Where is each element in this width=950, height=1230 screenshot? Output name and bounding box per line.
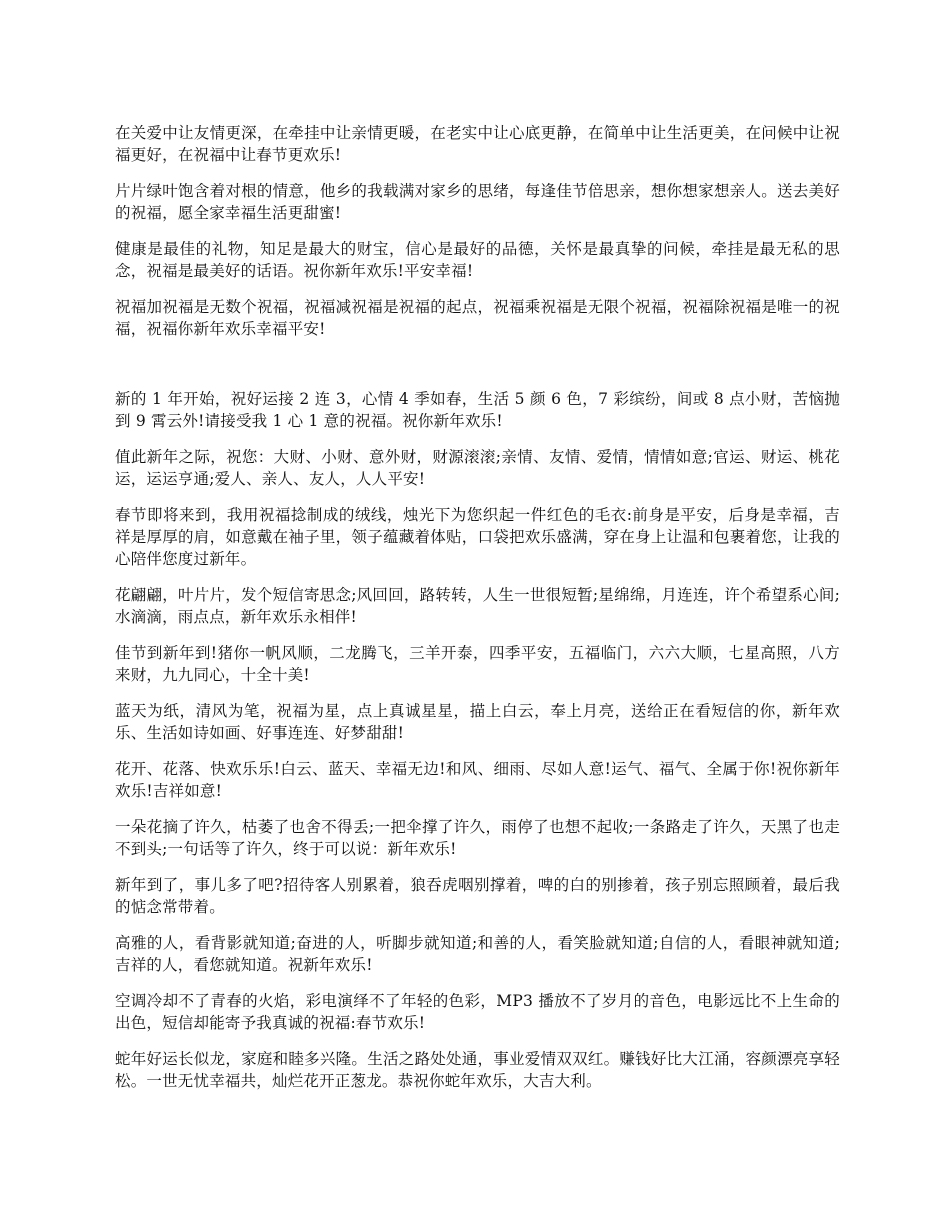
paragraph: 片片绿叶饱含着对根的情意，他乡的我载满对家乡的思绪，每逢佳节倍思亲，想你想家想亲人。送去美好的祝福，愿全家幸福生活更甜蜜!	[115, 182, 840, 222]
document-body	[115, 122, 840, 1106]
paragraph: 佳节到新年到!猪你一帆风顺，二龙腾飞，三羊开泰，四季平安，五福临门，六六大顺，七星高照，八方来财，九九同心，十全十美!	[115, 644, 840, 684]
paragraph: 蓝天为纸，清风为笔，祝福为星，点上真诚星星，描上白云，奉上月亮，送给正在看短信的你，新年欢乐、生活如诗如画、好事连连、好梦甜甜!	[115, 702, 840, 742]
paragraph: 花翩翩，叶片片，发个短信寄思念;风回回，路转转，人生一世很短暂;星绵绵，月连连，许个希望系心间;水滴滴，雨点点，新年欢乐永相伴!	[115, 586, 840, 626]
paragraph: 祝福加祝福是无数个祝福，祝福减祝福是祝福的起点，祝福乘祝福是无限个祝福，祝福除祝福是唯一的祝福，祝福你新年欢乐幸福平安!	[115, 298, 840, 338]
paragraph: 值此新年之际，祝您：大财、小财、意外财，财源滚滚;亲情、友情、爱情，情情如意;官运、财运、桃花运，运运亨通;爱人、亲人、友人，人人平安!	[115, 448, 840, 488]
paragraph: 空调冷却不了青春的火焰，彩电演绎不了年轻的色彩，MP3 播放不了岁月的音色，电影远比不上生命的出色，短信却能寄予我真诚的祝福:春节欢乐!	[115, 992, 840, 1032]
section-spacer	[115, 354, 840, 388]
paragraph: 健康是最佳的礼物，知足是最大的财宝，信心是最好的品德，关怀是最真挚的问候，牵挂是最无私的思念，祝福是最美好的话语。祝你新年欢乐!平安幸福!	[115, 240, 840, 280]
paragraph: 新的 1 年开始，祝好运接 2 连 3，心情 4 季如春，生活 5 颜 6 色，7 彩缤纷，间或 8 点小财，苦恼抛到 9 霄云外!请接受我 1 心 1 意的祝福。祝你新年欢乐!	[115, 390, 840, 430]
paragraph: 一朵花摘了许久，枯萎了也舍不得丢;一把伞撑了许久，雨停了也想不起收;一条路走了许久，天黑了也走不到头;一句话等了许久，终于可以说：新年欢乐!	[115, 818, 840, 858]
paragraph: 蛇年好运长似龙，家庭和睦多兴隆。生活之路处处通，事业爱情双双红。赚钱好比大江涌，容颜漂亮享轻松。一世无忧幸福共，灿烂花开正葱龙。恭祝你蛇年欢乐，大吉大利。	[115, 1050, 840, 1090]
paragraph: 在关爱中让友情更深，在牵挂中让亲情更暖，在老实中让心底更静，在简单中让生活更美，在问候中让祝福更好，在祝福中让春节更欢乐!	[115, 124, 840, 164]
paragraph: 高雅的人，看背影就知道;奋进的人，听脚步就知道;和善的人，看笑脸就知道;自信的人，看眼神就知道;吉祥的人，看您就知道。祝新年欢乐!	[115, 934, 840, 974]
paragraph-group-2	[115, 388, 840, 1092]
paragraph: 花开、花落、快欢乐乐!白云、蓝天、幸福无边!和风、细雨、尽如人意!运气、福气、全属于你!祝你新年欢乐!吉祥如意!	[115, 760, 840, 800]
paragraph: 新年到了，事儿多了吧?招待客人别累着，狼吞虎咽别撑着，啤的白的别掺着，孩子别忘照顾着，最后我的惦念常带着。	[115, 876, 840, 916]
paragraph: 春节即将来到，我用祝福捻制成的绒线，烛光下为您织起一件红色的毛衣:前身是平安，后身是幸福，吉祥是厚厚的肩，如意戴在袖子里，领子蕴藏着体贴，口袋把欢乐盛满，穿在身上让温和包裹着您，让我的心陪伴您度过新年。	[115, 506, 840, 568]
paragraph-group-1	[115, 122, 840, 340]
